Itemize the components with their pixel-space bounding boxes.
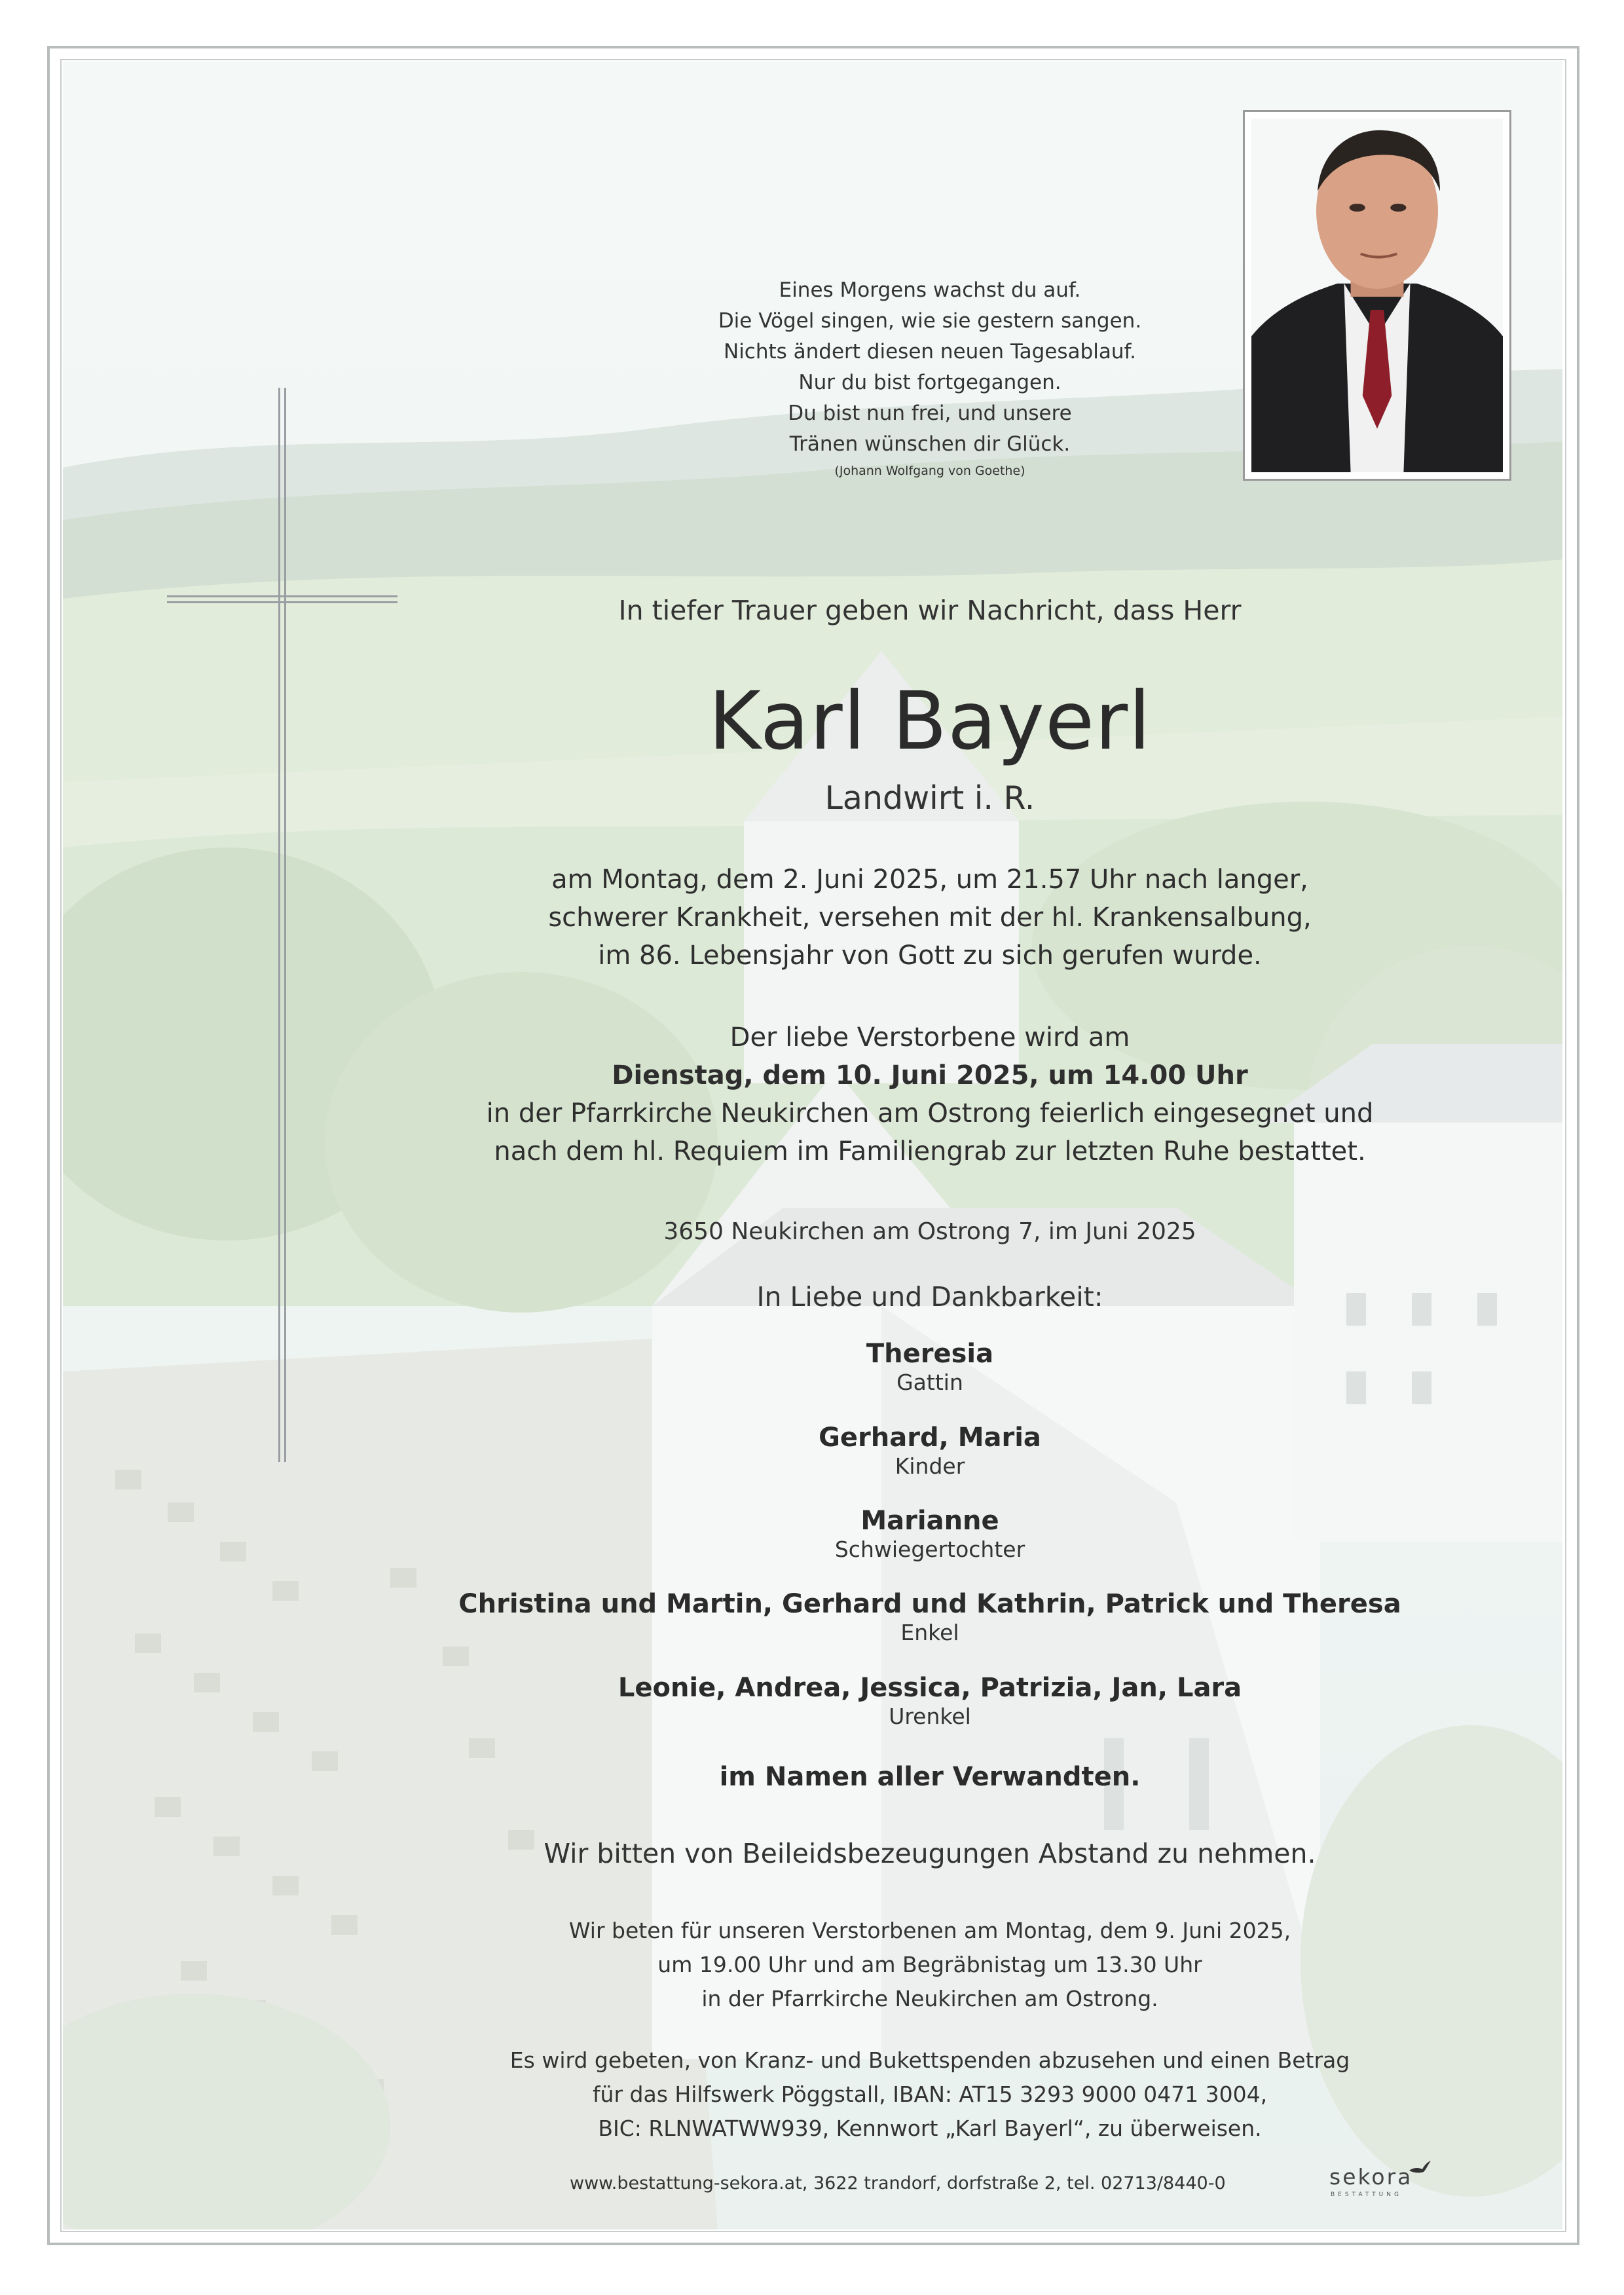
family-entry <box>367 1337 1493 1395</box>
family-entry <box>367 1504 1493 1562</box>
deceased-name: Karl Bayerl <box>708 675 1152 768</box>
family-relation: Gattin <box>896 1370 963 1395</box>
family-entry <box>367 1421 1493 1479</box>
poem-line: Du bist nun frei, und unsere <box>788 401 1072 425</box>
poem-line: Eines Morgens wachst du auf. <box>779 278 1081 302</box>
death-notice-line: am Montag, dem 2. Juni 2025, um 21.57 Uhr nach langer, <box>551 865 1308 895</box>
family-entry <box>367 1671 1493 1729</box>
address-line: 3650 Neukirchen am Ostrong 7, im Juni 2025 <box>663 1218 1196 1245</box>
prayer-line: um 19.00 Uhr und am Begräbnistag um 13.30 Uhr <box>657 1952 1202 1977</box>
funeral-line: Der liebe Verstorbene wird am <box>729 1022 1130 1053</box>
funeral-date: Dienstag, dem 10. Juni 2025, um 14.00 Uhr <box>612 1060 1248 1091</box>
death-notice-line: schwerer Krankheit, versehen mit der hl. Krankensalbung, <box>548 903 1312 933</box>
prayer-line: Wir beten für unseren Verstorbenen am Montag, dem 9. Juni 2025, <box>568 1918 1291 1943</box>
poem-line: Nichts ändert diesen neuen Tagesablauf. <box>724 340 1136 364</box>
poem <box>367 275 1493 482</box>
family-relation: Urenkel <box>889 1704 971 1729</box>
family-names: Marianne <box>860 1506 999 1536</box>
gratitude-line: In Liebe und Dankbarkeit: <box>756 1281 1103 1313</box>
cross-icon-vertical <box>278 388 286 1462</box>
funeral-line: nach dem hl. Requiem im Familiengrab zur letzten Ruhe bestattet. <box>494 1136 1366 1166</box>
sekora-logo: sekora <box>1329 2164 1413 2190</box>
family-relation: Schwiegertochter <box>834 1537 1025 1562</box>
footer-contact: www.bestattung-sekora.at, 3622 trandorf, dorfstraße 2, tel. 02713/8440-0 <box>570 2173 1226 2193</box>
donation-line: Es wird gebeten, von Kranz- und Bukettspenden abzusehen und einen Betrag <box>509 2047 1350 2073</box>
donation-line: für das Hilfswerk Pöggstall, IBAN: AT15 3293 9000 0471 3004, <box>592 2081 1268 2107</box>
all-relatives-line: im Namen aller Verwandten. <box>719 1762 1141 1792</box>
family-names: Leonie, Andrea, Jessica, Patrizia, Jan, Lara <box>618 1673 1242 1703</box>
family-names: Theresia <box>866 1339 994 1369</box>
intro-text: In tiefer Trauer geben wir Nachricht, dass Herr <box>618 595 1242 626</box>
family-relation: Kinder <box>895 1453 965 1479</box>
family-names: Christina und Martin, Gerhard und Kathrin, Patrick und Theresa <box>458 1589 1401 1619</box>
deceased-title: Landwirt i. R. <box>824 779 1035 817</box>
poem-line: Die Vögel singen, wie sie gestern sangen. <box>718 309 1142 333</box>
funeral-notice <box>367 1018 1493 1170</box>
cross-icon-horizontal <box>167 595 397 603</box>
poem-attribution: (Johann Wolfgang von Goethe) <box>834 464 1025 478</box>
bird-icon <box>1408 2160 1431 2176</box>
death-notice-line: im 86. Lebensjahr von Gott zu sich gerufen wurde. <box>598 941 1262 971</box>
donation-line: BIC: RLNWATWW939, Kennwort „Karl Bayerl“, zu überweisen. <box>598 2116 1262 2141</box>
donation-notice <box>367 2043 1493 2146</box>
poem-line: Tränen wünschen dir Glück. <box>789 432 1071 456</box>
death-notice <box>367 861 1493 975</box>
prayer-line: in der Pfarrkirche Neukirchen am Ostrong. <box>701 1986 1158 2011</box>
logo-subtext: BESTATTUNG <box>1331 2192 1402 2198</box>
family-entry <box>367 1588 1493 1645</box>
condolence-request: Wir bitten von Beileidsbezeugungen Abstand zu nehmen. <box>544 1838 1316 1869</box>
funeral-line: in der Pfarrkirche Neukirchen am Ostrong feierlich eingesegnet und <box>486 1098 1374 1129</box>
family-names: Gerhard, Maria <box>819 1423 1041 1453</box>
poem-line: Nur du bist fortgegangen. <box>798 371 1061 394</box>
prayer-notice <box>367 1914 1493 2016</box>
family-relation: Enkel <box>900 1620 959 1645</box>
